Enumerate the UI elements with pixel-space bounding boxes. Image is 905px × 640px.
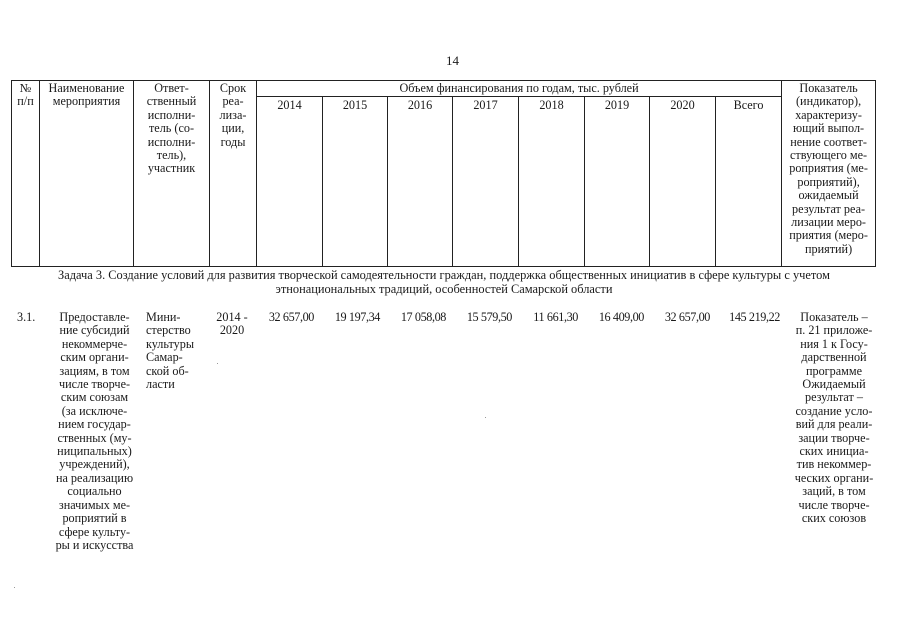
responsible-executor: Мини- стерство культуры Самар- ской об- ласти	[146, 310, 195, 392]
header-total: Всего	[716, 97, 782, 267]
header-indicator: Показатель (индикатор), характеризу- ющий выпол- нение соответ- ствующего ме- роприятия (ме- роприятий), ожидаемый результат реа- лизации меро- приятия (меро- приятий)	[782, 81, 876, 267]
header-year: 2014	[257, 97, 323, 267]
funding-2019: 16 409,00	[598, 310, 644, 324]
header-year: 2016	[388, 97, 453, 267]
header-year: 2018	[519, 97, 585, 267]
scan-speck	[485, 417, 486, 418]
implementation-term: 2014 - 2020	[216, 310, 248, 338]
funding-2014: 32 657,00	[268, 310, 314, 324]
funding-2020: 32 657,00	[664, 310, 710, 324]
page-number: 14	[446, 53, 459, 68]
header-year: 2015	[323, 97, 388, 267]
activity-name: Предоставле- ние субсидий некоммерче- ским органи- зациям, в том числе творче- ским союзам (за исключе- нием государ- ственных (му- ниципальных) учреждений), на реализацию социально значимых ме- роприятий в сфере культу- ры и искусства	[55, 310, 134, 552]
scan-speck	[14, 587, 15, 588]
row-number: 3.1.	[17, 310, 36, 324]
header-year: 2020	[650, 97, 716, 267]
indicator-text: Показатель – п. 21 приложе- ния 1 к Госу- дарственной программе Ожидаемый результат – создание усло- вий для реали- зации творче- ских инициа- тив некоммер- ческих органи- заций, в том числе творче- ских союзов	[794, 310, 874, 526]
task-title-line: этнонациональных традиций, особенностей Самарской области	[275, 282, 613, 296]
header-year: 2017	[453, 97, 519, 267]
header-executor: Ответ- ственный исполни- тель (со- исполни- тель), участник	[134, 81, 210, 267]
funding-2015: 19 197,34	[334, 310, 380, 324]
funding-2016: 17 058,08	[400, 310, 446, 324]
header-year: 2019	[585, 97, 650, 267]
header-name: Наименование мероприятия	[40, 81, 134, 267]
header-term: Срок реа- лиза- ции, годы	[210, 81, 257, 267]
header-funding: Объем финансирования по годам, тыс. рублей	[257, 81, 782, 97]
funding-total: 145 219,22	[729, 310, 780, 324]
scan-speck	[217, 363, 218, 364]
task-title-line: Задача 3. Создание условий для развития творческой самодеятельности граждан, поддержка общественных инициатив в сфере культуры с учетом	[58, 268, 830, 282]
task-title	[11, 268, 877, 296]
funding-2018: 11 661,30	[533, 310, 578, 324]
funding-table-header	[11, 80, 876, 267]
header-num: № п/п	[12, 81, 40, 267]
funding-2017: 15 579,50	[466, 310, 512, 324]
